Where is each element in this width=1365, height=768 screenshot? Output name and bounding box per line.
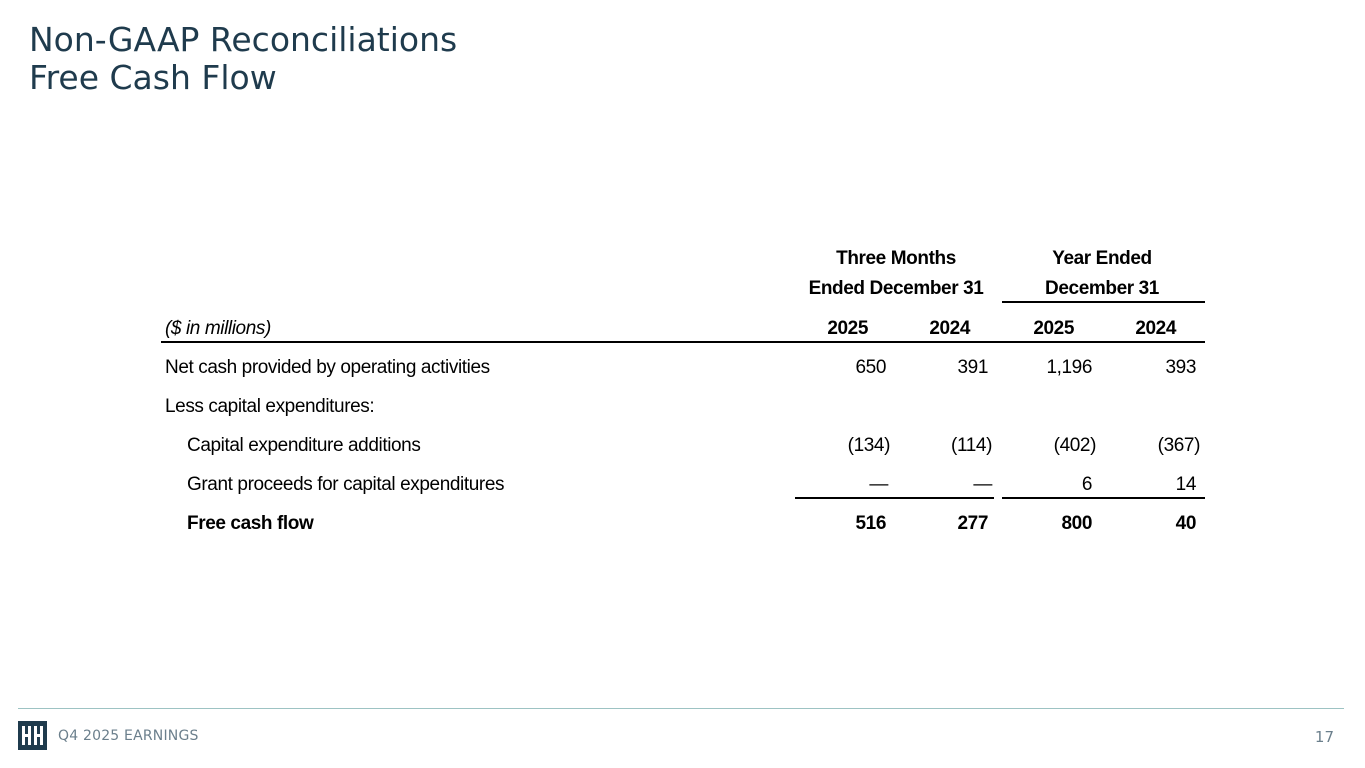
group-header-underline bbox=[1002, 301, 1205, 303]
cell-value: (134) bbox=[847, 435, 890, 456]
group-header-year-ended-line1: Year Ended bbox=[1052, 248, 1152, 269]
group-header-three-months-line2: Ended December 31 bbox=[808, 278, 984, 299]
row-label: Free cash flow bbox=[187, 513, 314, 534]
cell-value: 1,196 bbox=[1046, 357, 1092, 378]
cell-value: 6 bbox=[1081, 474, 1092, 495]
cell-value: 391 bbox=[957, 357, 988, 378]
page-number: 17 bbox=[1314, 728, 1334, 746]
group-header-three-months-line1: Three Months bbox=[836, 248, 956, 269]
cell-value: 14 bbox=[1175, 474, 1196, 495]
subtotal-underline-year bbox=[1002, 497, 1205, 499]
cell-value: 516 bbox=[855, 513, 886, 534]
year-header-y-2025: 2025 bbox=[1033, 318, 1074, 339]
cell-value: 40 bbox=[1175, 513, 1196, 534]
row-label: Net cash provided by operating activities bbox=[165, 357, 490, 378]
cell-value: (402) bbox=[1053, 435, 1096, 456]
cell-value: (114) bbox=[951, 435, 992, 456]
year-header-y-2024: 2024 bbox=[1135, 318, 1176, 339]
cell-value: 800 bbox=[1061, 513, 1092, 534]
row-label: Less capital expenditures: bbox=[165, 396, 375, 417]
year-header-q-2025: 2025 bbox=[827, 318, 868, 339]
group-header-year-ended-line2: December 31 bbox=[1045, 278, 1159, 299]
subtotal-underline-three-months bbox=[795, 497, 994, 499]
cell-value: — bbox=[869, 474, 888, 495]
footer-divider bbox=[18, 708, 1344, 709]
footer-label: Q4 2025 EARNINGS bbox=[58, 728, 199, 744]
cell-value: (367) bbox=[1157, 435, 1200, 456]
header-underline bbox=[161, 341, 1205, 343]
row-label: Grant proceeds for capital expenditures bbox=[187, 474, 505, 495]
cell-value: 650 bbox=[855, 357, 886, 378]
cell-value: 393 bbox=[1165, 357, 1196, 378]
company-logo-icon bbox=[18, 721, 47, 750]
year-header-q-2024: 2024 bbox=[929, 318, 970, 339]
row-label: Capital expenditure additions bbox=[187, 435, 421, 456]
cell-value: — bbox=[973, 474, 992, 495]
title-line-2: Free Cash Flow bbox=[29, 58, 277, 97]
cell-value: 277 bbox=[957, 513, 988, 534]
units-label: ($ in millions) bbox=[165, 318, 271, 339]
title-line-1: Non-GAAP Reconciliations bbox=[29, 20, 458, 59]
